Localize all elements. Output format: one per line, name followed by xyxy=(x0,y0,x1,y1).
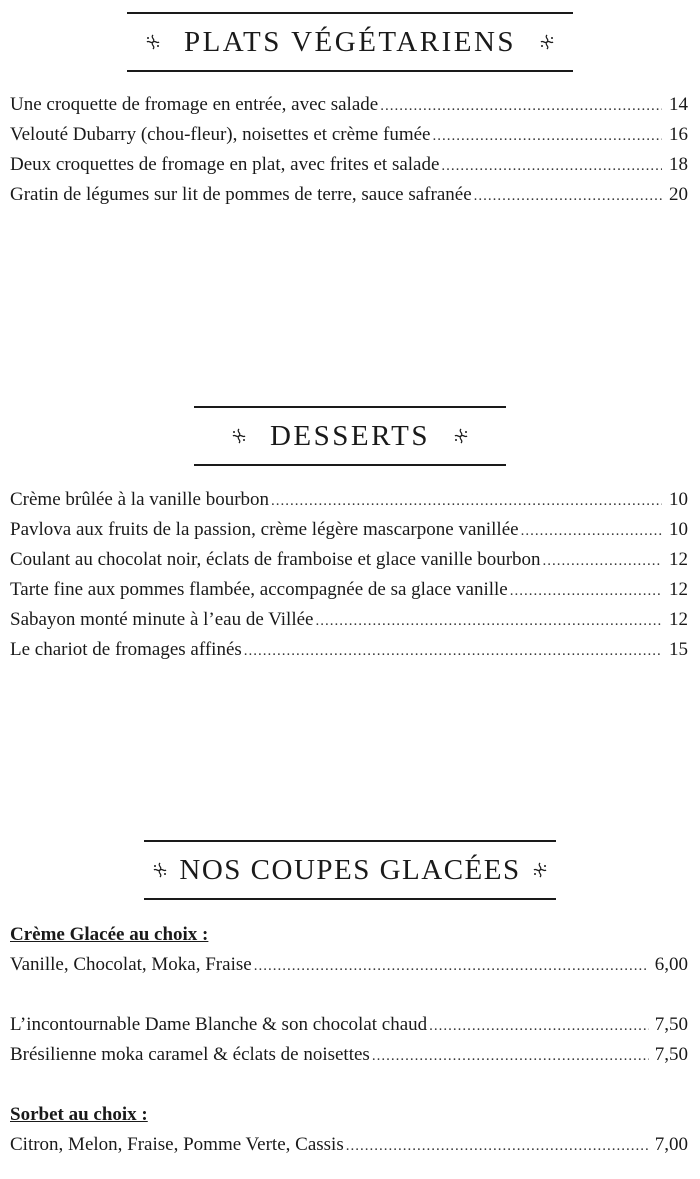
menu-item xyxy=(10,954,688,984)
menu-item-name: L’incontournable Dame Blanche & son chocolat chaud xyxy=(10,1014,428,1035)
menu-item xyxy=(10,579,688,609)
menu-item-name: Crème brûlée à la vanille bourbon xyxy=(10,489,270,510)
menu-item xyxy=(10,549,688,579)
subheading-sorbet: Sorbet au choix : xyxy=(10,1104,148,1125)
menu-item-price: 15 xyxy=(669,639,688,660)
menu-item xyxy=(10,94,688,124)
menu-list-desserts xyxy=(10,489,688,669)
menu-item-price: 12 xyxy=(669,579,688,600)
dot-leader xyxy=(432,128,662,145)
dot-leader xyxy=(346,1138,649,1155)
menu-item xyxy=(10,639,688,669)
dot-leader xyxy=(429,1018,649,1035)
menu-item-name: Tarte fine aux pommes flambée, accompagnée de sa glace vanille xyxy=(10,579,508,600)
menu-item-name: Coulant au chocolat noir, éclats de framboise et glace vanille bourbon xyxy=(10,549,541,570)
dot-leader xyxy=(510,583,662,600)
dot-leader xyxy=(315,613,662,630)
menu-item xyxy=(10,124,688,154)
dot-leader xyxy=(521,523,662,540)
dot-leader xyxy=(271,493,662,510)
menu-item-name: Sabayon monté minute à l’eau de Villée xyxy=(10,609,314,630)
menu-item-price: 7,50 xyxy=(654,1044,688,1065)
menu-item-price: 16 xyxy=(669,124,688,145)
dot-leader xyxy=(372,1048,649,1065)
subheading-creme-glacee: Crème Glacée au choix : xyxy=(10,924,209,945)
menu-item-price: 10 xyxy=(669,489,688,510)
menu-item-price: 12 xyxy=(669,549,688,570)
fleuron-ornament-icon xyxy=(144,33,162,51)
title-frame xyxy=(127,12,573,72)
section-title-plats-vegetariens xyxy=(0,12,700,72)
dot-leader xyxy=(474,188,662,205)
dot-leader xyxy=(441,158,662,175)
menu-item xyxy=(10,489,688,519)
menu-item-price: 18 xyxy=(669,154,688,175)
section-heading: DESSERTS xyxy=(269,419,431,452)
menu-item-name: Le chariot de fromages affinés xyxy=(10,639,242,660)
menu-item-name: Velouté Dubarry (chou-fleur), noisettes et crème fumée xyxy=(10,124,431,145)
menu-item-price: 12 xyxy=(669,609,688,630)
menu-item-price: 7,50 xyxy=(654,1014,688,1035)
dot-leader xyxy=(254,958,649,975)
menu-item-price: 6,00 xyxy=(654,954,688,975)
section-heading: NOS COUPES GLACÉES xyxy=(179,853,521,886)
section-title-desserts xyxy=(0,406,700,466)
section-title-coupes-glacees xyxy=(0,840,700,900)
menu-item xyxy=(10,609,688,639)
menu-item-name: Une croquette de fromage en entrée, avec salade xyxy=(10,94,379,115)
menu-item-name: Deux croquettes de fromage en plat, avec frites et salade xyxy=(10,154,440,175)
menu-item-name: Brésilienne moka caramel & éclats de noisettes xyxy=(10,1044,370,1065)
section-heading: PLATS VÉGÉTARIENS xyxy=(183,25,517,58)
menu-item-name: Vanille, Chocolat, Moka, Fraise xyxy=(10,954,252,975)
menu-item-price: 10 xyxy=(669,519,688,540)
menu-list-plats-vegetariens xyxy=(10,94,688,214)
dot-leader xyxy=(543,553,662,570)
menu-item-price: 7,00 xyxy=(654,1134,688,1155)
fleuron-ornament-icon xyxy=(538,33,556,51)
menu-item xyxy=(10,1014,688,1044)
menu-item-price: 14 xyxy=(669,94,688,115)
menu-item xyxy=(10,154,688,184)
dot-leader xyxy=(244,643,662,660)
menu-item-name: Gratin de légumes sur lit de pommes de terre, sauce safranée xyxy=(10,184,472,205)
title-frame xyxy=(144,840,556,900)
fleuron-ornament-icon xyxy=(230,427,248,445)
dot-leader xyxy=(380,98,662,115)
fleuron-ornament-icon xyxy=(531,861,549,879)
fleuron-ornament-icon xyxy=(452,427,470,445)
spacer xyxy=(10,1074,688,1104)
menu-item xyxy=(10,1044,688,1074)
menu-item xyxy=(10,519,688,549)
menu-item-name: Pavlova aux fruits de la passion, crème légère mascarpone vanillée xyxy=(10,519,519,540)
fleuron-ornament-icon xyxy=(151,861,169,879)
menu-item-name: Citron, Melon, Fraise, Pomme Verte, Cassis xyxy=(10,1134,344,1155)
title-frame xyxy=(194,406,506,466)
menu-list-coupes-glacees xyxy=(10,924,688,1164)
spacer xyxy=(10,984,688,1014)
menu-item-price: 20 xyxy=(669,184,688,205)
menu-item xyxy=(10,184,688,214)
menu-item xyxy=(10,1134,688,1164)
